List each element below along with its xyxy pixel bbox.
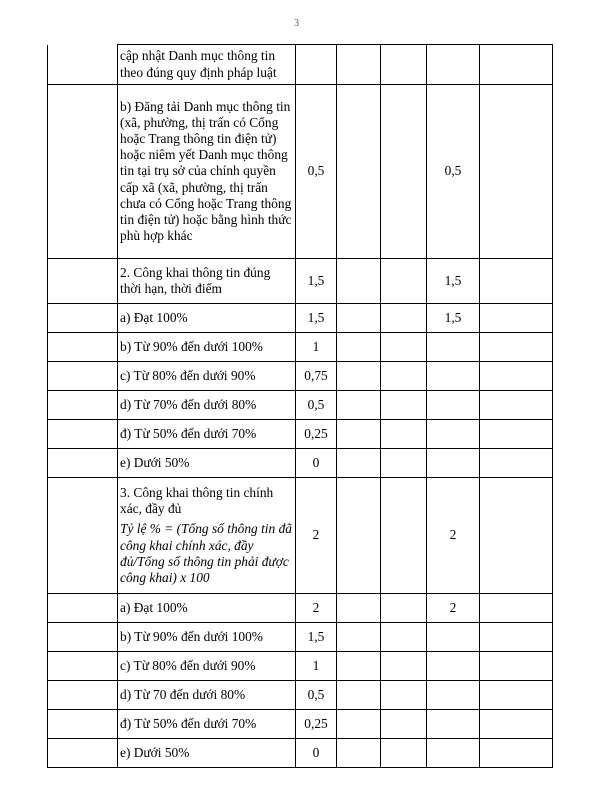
blank-cell <box>48 623 118 652</box>
blank-cell <box>381 594 427 623</box>
table-row <box>48 623 553 652</box>
score-cell: 0,75 <box>296 362 337 391</box>
blank-cell <box>337 85 381 259</box>
blank-cell <box>337 333 381 362</box>
table-row <box>48 362 553 391</box>
blank-cell <box>381 333 427 362</box>
blank-cell <box>48 710 118 739</box>
blank-cell <box>381 304 427 333</box>
blank-cell <box>337 739 381 768</box>
score-cell: 0,5 <box>296 391 337 420</box>
blank-cell <box>381 652 427 681</box>
blank-cell <box>480 623 553 652</box>
score-cell: 1 <box>296 333 337 362</box>
score-cell: 0,5 <box>296 681 337 710</box>
blank-cell <box>381 710 427 739</box>
formula-note: Tỷ lệ % = (Tổng số thông tin đã công khai chính xác, đầy đủ/Tổng số thông tin phải được công khai) x 100 <box>120 521 292 585</box>
table-row <box>48 304 553 333</box>
self-score-cell: 2 <box>427 594 480 623</box>
criterion-cell: 2. Công khai thông tin đúng thời hạn, thời điểm <box>118 259 296 304</box>
blank-cell <box>337 362 381 391</box>
table-row <box>48 478 553 594</box>
criterion-heading: 3. Công khai thông tin chính xác, đầy đủ <box>120 484 274 517</box>
table-row <box>48 85 553 259</box>
blank-cell <box>48 259 118 304</box>
blank-cell <box>480 85 553 259</box>
score-cell: 1 <box>296 652 337 681</box>
self-score-cell <box>427 391 480 420</box>
table-row <box>48 594 553 623</box>
page-number: 3 <box>294 18 299 29</box>
blank-cell <box>48 681 118 710</box>
table-row <box>48 681 553 710</box>
blank-cell <box>381 85 427 259</box>
blank-cell <box>337 449 381 478</box>
criterion-cell: cập nhật Danh mục thông tin theo đúng quy định pháp luật <box>118 45 296 85</box>
table-row <box>48 45 553 85</box>
criterion-cell: e) Dưới 50% <box>118 739 296 768</box>
criterion-cell: c) Từ 80% đến dưới 90% <box>118 362 296 391</box>
self-score-cell <box>427 710 480 739</box>
self-score-cell <box>427 420 480 449</box>
blank-cell <box>381 362 427 391</box>
criterion-cell: b) Đăng tải Danh mục thông tin (xã, phường, thị trấn có Cổng hoặc Trang thông tin điện tử) hoặc niêm yết Danh mục thông tin tại trụ sở của chính quyền cấp xã (xã, phường, thị trấn chưa có Cổng hoặc Trang thông tin điện tử) hoặc bằng hình thức phù hợp khác <box>118 85 296 259</box>
blank-cell <box>381 391 427 420</box>
self-score-cell: 0,5 <box>427 85 480 259</box>
blank-cell <box>480 304 553 333</box>
blank-cell <box>48 362 118 391</box>
table-row <box>48 391 553 420</box>
criterion-cell: đ) Từ 50% đến dưới 70% <box>118 710 296 739</box>
score-cell: 0,25 <box>296 420 337 449</box>
blank-cell <box>480 594 553 623</box>
blank-cell <box>337 391 381 420</box>
self-score-cell <box>427 652 480 681</box>
self-score-cell <box>427 623 480 652</box>
score-cell: 1,5 <box>296 304 337 333</box>
blank-cell <box>48 85 118 259</box>
criterion-cell <box>118 478 296 594</box>
blank-cell <box>381 420 427 449</box>
blank-cell <box>480 681 553 710</box>
score-cell: 2 <box>296 478 337 594</box>
blank-cell <box>480 478 553 594</box>
self-score-cell: 2 <box>427 478 480 594</box>
table-row <box>48 652 553 681</box>
blank-cell <box>48 739 118 768</box>
score-cell <box>296 45 337 85</box>
criterion-cell: d) Từ 70% đến dưới 80% <box>118 391 296 420</box>
blank-cell <box>480 449 553 478</box>
table-row <box>48 420 553 449</box>
blank-cell <box>480 652 553 681</box>
score-cell: 0 <box>296 449 337 478</box>
criterion-cell: b) Từ 90% đến dưới 100% <box>118 333 296 362</box>
blank-cell <box>480 391 553 420</box>
blank-cell <box>48 420 118 449</box>
score-cell: 1,5 <box>296 259 337 304</box>
table-row <box>48 333 553 362</box>
blank-cell <box>381 45 427 85</box>
blank-cell <box>337 304 381 333</box>
criteria-table <box>47 44 553 768</box>
blank-cell <box>381 449 427 478</box>
score-cell: 0 <box>296 739 337 768</box>
blank-cell <box>48 304 118 333</box>
blank-cell <box>480 710 553 739</box>
criterion-cell: e) Dưới 50% <box>118 449 296 478</box>
blank-cell <box>48 449 118 478</box>
blank-cell <box>337 710 381 739</box>
blank-cell <box>337 45 381 85</box>
score-cell: 0,5 <box>296 85 337 259</box>
table-row <box>48 259 553 304</box>
blank-cell <box>381 739 427 768</box>
blank-cell <box>337 478 381 594</box>
criterion-cell: b) Từ 90% đến dưới 100% <box>118 623 296 652</box>
blank-cell <box>381 681 427 710</box>
score-cell: 1,5 <box>296 623 337 652</box>
blank-cell <box>48 391 118 420</box>
blank-cell <box>337 594 381 623</box>
blank-cell <box>381 623 427 652</box>
self-score-cell <box>427 45 480 85</box>
blank-cell <box>48 652 118 681</box>
self-score-cell <box>427 333 480 362</box>
blank-cell <box>337 623 381 652</box>
criterion-cell: d) Từ 70 đến dưới 80% <box>118 681 296 710</box>
self-score-cell <box>427 739 480 768</box>
score-cell: 2 <box>296 594 337 623</box>
table-row <box>48 449 553 478</box>
table-row <box>48 739 553 768</box>
blank-cell <box>337 652 381 681</box>
blank-cell <box>337 681 381 710</box>
blank-cell <box>48 594 118 623</box>
blank-cell <box>480 739 553 768</box>
blank-cell <box>48 333 118 362</box>
criterion-cell: a) Đạt 100% <box>118 304 296 333</box>
blank-cell <box>480 45 553 85</box>
blank-cell <box>480 333 553 362</box>
self-score-cell <box>427 449 480 478</box>
blank-cell <box>337 259 381 304</box>
table-row <box>48 710 553 739</box>
blank-cell <box>337 420 381 449</box>
blank-cell <box>480 420 553 449</box>
blank-cell <box>480 259 553 304</box>
blank-cell <box>48 45 118 85</box>
criterion-cell: c) Từ 80% đến dưới 90% <box>118 652 296 681</box>
blank-cell <box>381 259 427 304</box>
criterion-cell: đ) Từ 50% đến dưới 70% <box>118 420 296 449</box>
blank-cell <box>381 478 427 594</box>
self-score-cell <box>427 681 480 710</box>
blank-cell <box>480 362 553 391</box>
self-score-cell: 1,5 <box>427 304 480 333</box>
score-cell: 0,25 <box>296 710 337 739</box>
blank-cell <box>48 478 118 594</box>
self-score-cell <box>427 362 480 391</box>
criterion-cell: a) Đạt 100% <box>118 594 296 623</box>
self-score-cell: 1,5 <box>427 259 480 304</box>
